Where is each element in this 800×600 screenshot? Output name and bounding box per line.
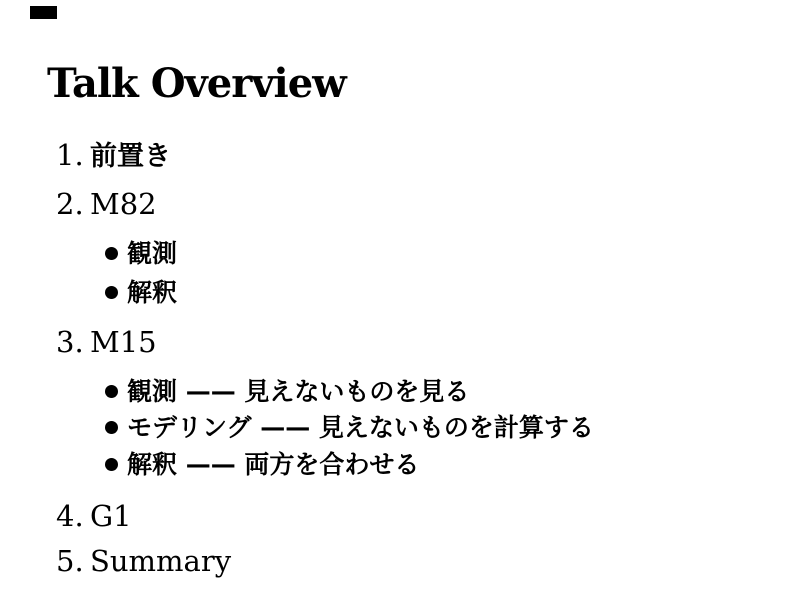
bullet-icon [105,286,118,299]
corner-mark [30,6,57,19]
item-number: 4. [56,499,84,533]
item-label: 前置き [90,141,171,172]
outline-item-2 [56,187,157,221]
item-number: 2. [56,187,84,221]
sub-item-2-1 [105,241,177,266]
sub-item-2-2 [105,280,177,305]
item-number: 1. [56,138,84,172]
item-number: 3. [56,325,84,359]
bullet-icon [105,247,118,260]
sub-item-label: 解釈 —— 両方を合わせる [127,450,420,479]
item-label: G1 [90,499,132,533]
item-label: M15 [90,325,157,359]
sub-item-label: 解釈 [127,278,178,307]
sub-item-label: モデリング —— 見えないものを計算する [127,413,594,442]
item-label: M82 [90,187,157,221]
sub-item-label: 観測 —— 見えないものを見る [127,377,470,406]
outline-item-5 [56,544,232,578]
sub-item-3-3 [105,452,419,477]
item-label: Summary [90,544,232,578]
sub-item-3-1 [105,379,469,404]
outline-item-4 [56,499,132,533]
item-number: 5. [56,544,84,578]
bullet-icon [105,385,118,398]
sub-item-3-2 [105,415,594,440]
outline-item-3 [56,325,157,359]
bullet-icon [105,458,118,471]
sub-item-label: 観測 [127,239,178,268]
bullet-icon [105,421,118,434]
outline-item-1 [56,138,171,172]
slide-title: Talk Overview [47,60,346,107]
